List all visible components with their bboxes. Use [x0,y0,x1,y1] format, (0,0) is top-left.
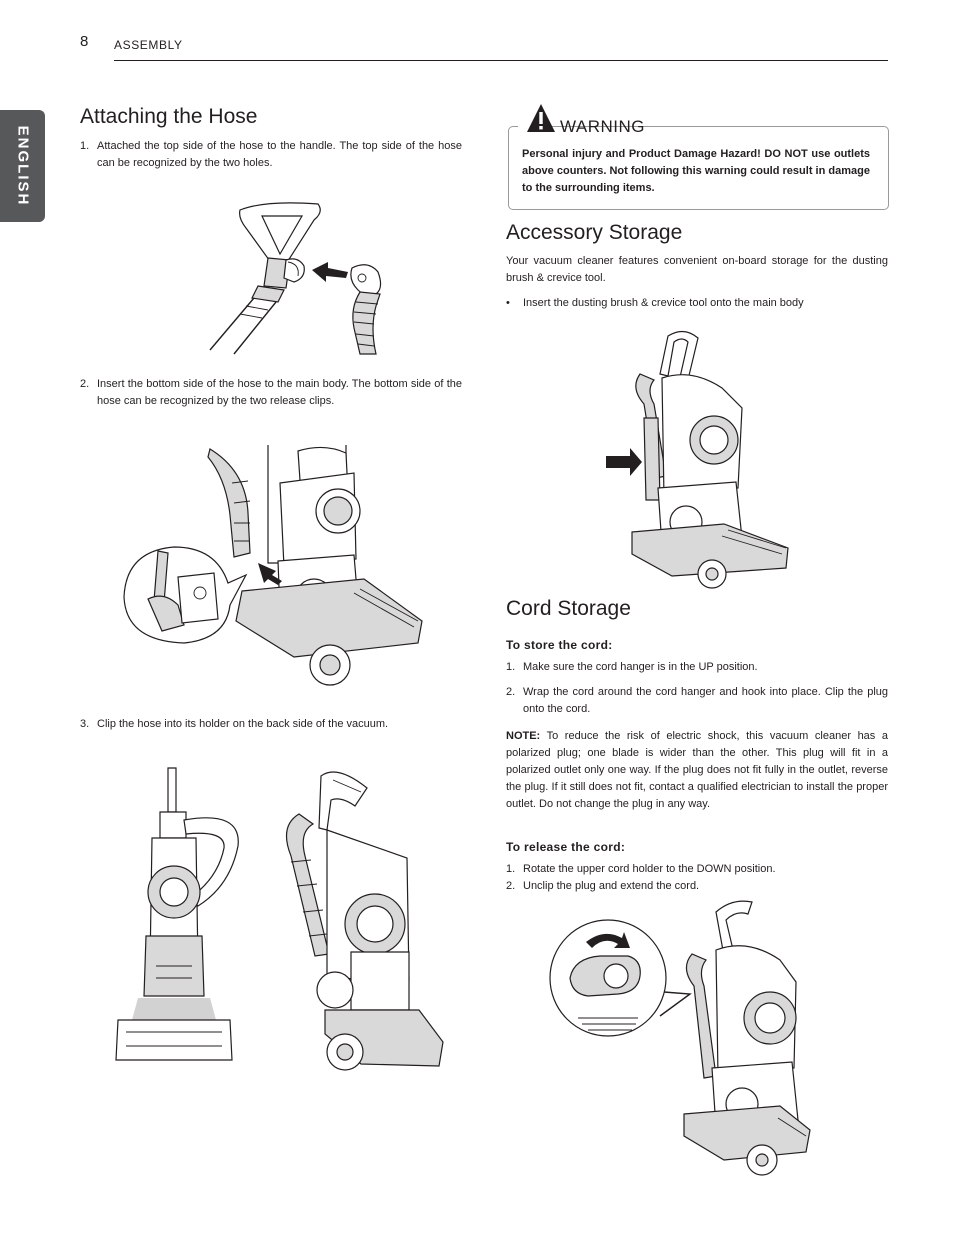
step-text: Clip the hose into its holder on the back side of the vacuum. [97,718,389,730]
hose-insert-illustration [118,443,430,688]
accessory-bullet-text: Insert the dusting brush & crevice tool onto the main body [523,297,804,309]
hose-step-3 [80,716,462,733]
warning-label: WARNING [560,117,646,136]
step-number: 1. [506,661,516,673]
header-divider [114,60,888,61]
page-number: 8 [80,33,89,50]
step-number: 1. [80,140,90,152]
accessory-intro: Your vacuum cleaner features convenient on-board storage for the dusting brush & crevice tool. [506,255,888,284]
release-step-2 [506,878,888,895]
step-number: 1. [506,863,516,875]
accessory-storage-illustration [602,328,798,590]
language-tab [0,110,45,222]
cord-storage-title: Cord Storage [506,597,631,620]
warning-triangle-icon [526,103,556,133]
language-tab-label: ENGLISH [14,125,31,207]
warning-text: Personal injury and Product Damage Hazard! DO NOT use outlets above counters. Not following this warning could result in damage to the surrounding items. [522,148,870,194]
hose-step-1 [80,138,462,172]
handle-hose-illustration [200,198,390,353]
step-text: Insert the bottom side of the hose to the main body. The bottom side of the hose can be recognized by the two release clips. [97,378,462,407]
vacuum-side-view-illustration [275,766,447,1074]
arrow-icon [606,448,642,476]
step-text: Rotate the upper cord holder to the DOWN position. [523,863,776,875]
cord-release-illustration [548,898,810,1182]
step-number: 2. [80,378,90,390]
store-step-1 [506,659,888,676]
step-number: 2. [506,880,516,892]
vacuum-back-view-illustration [112,766,236,1066]
note-text: To reduce the risk of electric shock, this vacuum cleaner has a polarized plug; one blade is wider than the other. This plug will fit in a polarized outlet only one way. If the plug does not fit fully in the outlet, reverse the plug. If it still does not fit, contact a qualified electrician to install the proper outlet. Do not change the plug in any way. [506,730,888,810]
step-text: Wrap the cord around the cord hanger and hook into place. Clip the plug onto the cord. [523,686,888,715]
bullet-icon: • [506,297,510,309]
warning-title [518,103,646,139]
release-cord-heading: To release the cord: [506,840,626,854]
attaching-hose-title: Attaching the Hose [80,105,258,128]
accessory-bullet [506,295,888,312]
hose-step-2 [80,376,462,410]
arrow-icon [312,262,348,282]
step-text: Make sure the cord hanger is in the UP position. [523,661,758,673]
step-text: Attached the top side of the hose to the handle. The top side of the hose can be recognized by the two holes. [97,140,462,169]
note-label: NOTE: [506,730,541,742]
section-label: ASSEMBLY [114,38,183,52]
accessory-storage-title: Accessory Storage [506,221,683,244]
step-number: 3. [80,718,90,730]
store-step-2 [506,684,888,718]
release-step-1 [506,861,888,878]
store-cord-heading: To store the cord: [506,638,613,652]
step-text: Unclip the plug and extend the cord. [523,880,700,892]
step-number: 2. [506,686,516,698]
cord-note [506,728,888,813]
